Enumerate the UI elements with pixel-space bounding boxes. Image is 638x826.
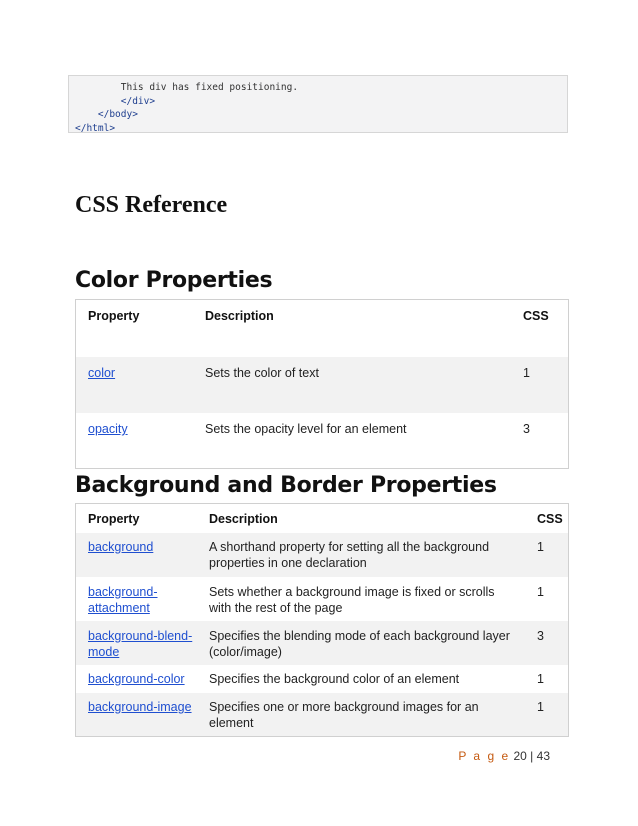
table-row bbox=[76, 693, 568, 736]
code-line: </body> bbox=[75, 109, 138, 121]
table-header-row bbox=[76, 504, 568, 533]
table-row bbox=[76, 357, 568, 413]
page-number: 20 bbox=[513, 749, 527, 763]
property-link-background[interactable]: background bbox=[88, 540, 154, 554]
property-link-background-blend-mode[interactable]: background-blend-mode bbox=[88, 629, 193, 659]
row-description: Sets the opacity level for an element bbox=[205, 422, 407, 436]
row-description: Sets whether a background image is fixed or scrolls with the rest of the page bbox=[209, 585, 495, 615]
code-line: This div has fixed positioning. bbox=[75, 82, 299, 93]
row-css-version: 1 bbox=[537, 700, 544, 714]
row-description: Specifies one or more background images for an element bbox=[209, 700, 479, 730]
row-css-version: 1 bbox=[537, 585, 544, 599]
color-properties-heading: Color Properties bbox=[75, 268, 273, 293]
background-properties-table bbox=[75, 503, 569, 737]
property-link-background-color[interactable]: background-color bbox=[88, 672, 185, 686]
table-row bbox=[76, 621, 568, 665]
row-css-version: 1 bbox=[537, 672, 544, 686]
row-css-version: 1 bbox=[523, 366, 530, 380]
row-css-version: 1 bbox=[537, 540, 544, 554]
page-separator: | bbox=[530, 749, 534, 763]
color-properties-table bbox=[75, 299, 569, 469]
header-property: Property bbox=[88, 512, 140, 526]
header-description: Description bbox=[205, 309, 274, 323]
header-css: CSS bbox=[537, 512, 563, 526]
table-row bbox=[76, 665, 568, 693]
table-row bbox=[76, 413, 568, 468]
table-header-row bbox=[76, 300, 568, 357]
code-snippet bbox=[68, 75, 568, 133]
property-link-background-attachment[interactable]: background-attachment bbox=[88, 585, 158, 615]
row-css-version: 3 bbox=[523, 422, 530, 436]
table-row bbox=[76, 577, 568, 621]
header-description: Description bbox=[209, 512, 278, 526]
table-row bbox=[76, 533, 568, 577]
row-description: Specifies the blending mode of each background layer (color/image) bbox=[209, 629, 510, 659]
property-link-opacity[interactable]: opacity bbox=[88, 422, 128, 436]
code-line: </html> bbox=[75, 122, 116, 134]
header-css: CSS bbox=[523, 309, 549, 323]
property-link-background-image[interactable]: background-image bbox=[88, 700, 192, 714]
row-description: A shorthand property for setting all the background properties in one declaration bbox=[209, 540, 490, 570]
row-css-version: 3 bbox=[537, 629, 544, 643]
background-border-heading: Background and Border Properties bbox=[75, 473, 497, 498]
total-pages: 43 bbox=[536, 749, 550, 763]
row-description: Specifies the background color of an element bbox=[209, 672, 460, 686]
reference-title: CSS Reference bbox=[75, 192, 228, 218]
row-description: Sets the color of text bbox=[205, 366, 319, 380]
code-line: </div> bbox=[75, 95, 156, 107]
page-label: P a g e bbox=[458, 749, 511, 763]
page-footer bbox=[458, 749, 550, 763]
header-property: Property bbox=[88, 309, 140, 323]
property-link-color[interactable]: color bbox=[88, 366, 116, 380]
